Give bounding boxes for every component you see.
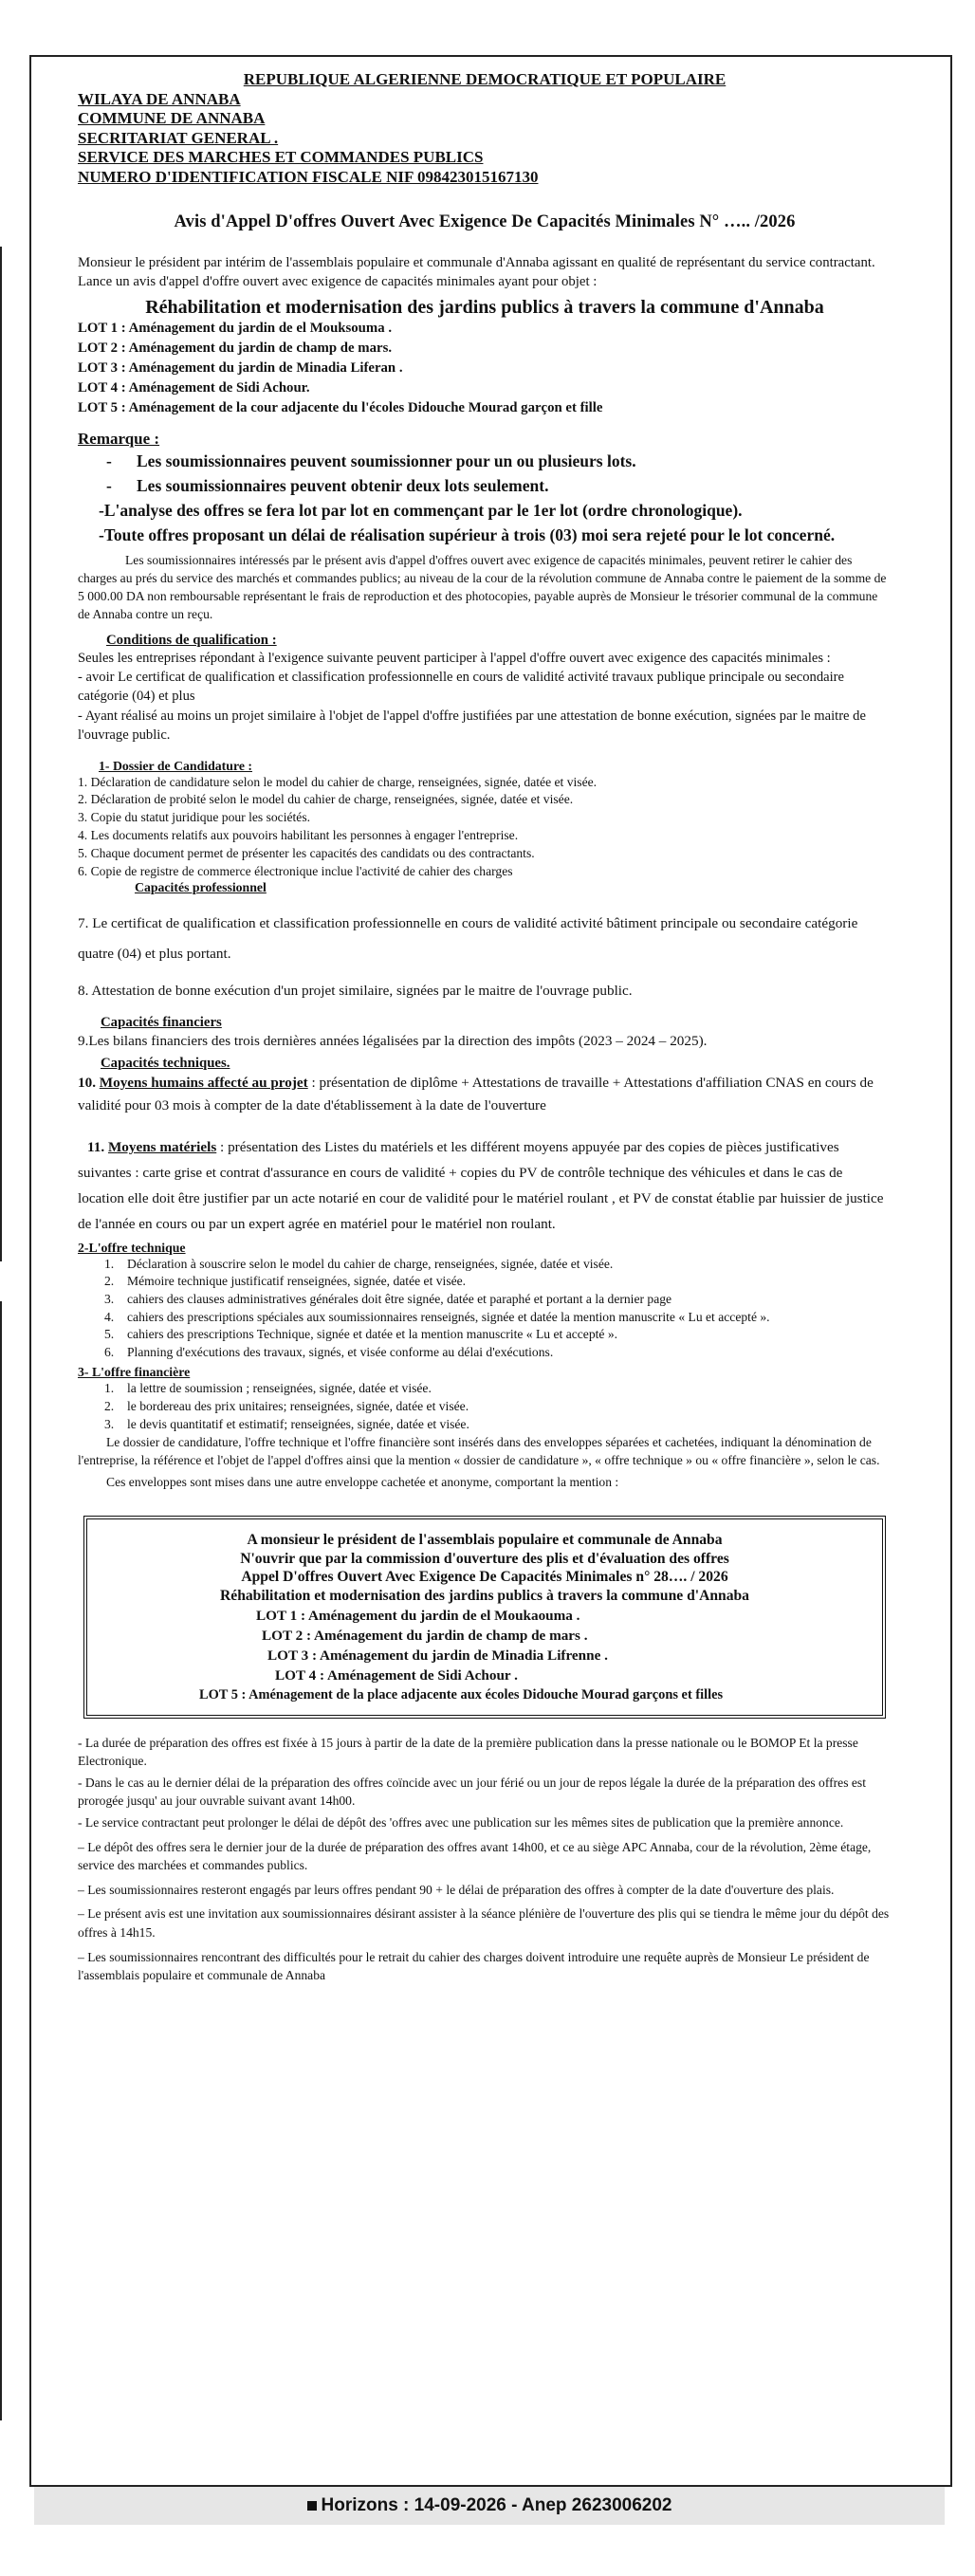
- final-note: – Le dépôt des offres sera le dernier jour de la durée de préparation des offres avant 14h00, et ce au siège APC Annaba, cour de la révolution, 2ème étage, service des marchées et commandes publics.: [78, 1839, 872, 1873]
- capacites-fin-item9: 9.Les bilans financiers des trois dernières années légalisées par la direction des impôts (2023 – 2024 – 2025).: [78, 1032, 708, 1049]
- envelope-note: Le dossier de candidature, l'offre technique et l'offre financière sont insérés dans des enveloppes séparées et cachetées, indiquant la dénomination de l'entreprise, la référence et l'objet de l'appel d'offres ainsi que la mention « dossier de candidature », « offre technique » ou « offre financière », selon le cas.: [78, 1435, 880, 1468]
- offre-financiere-item: [104, 1398, 892, 1416]
- item-number: 4.: [104, 1309, 115, 1324]
- lot-item: LOT 2 : Aménagement du jardin de champ de mars.: [78, 340, 393, 356]
- remarque-heading: Remarque :: [78, 429, 160, 448]
- item-text: le devis quantitatif et estimatif; renseignées, signée, datée et visée.: [127, 1416, 469, 1431]
- offre-financiere-item: [104, 1380, 892, 1398]
- item10-number: 10.: [78, 1074, 96, 1091]
- box-line: A monsieur le président de l'assemblais populaire et communale de Annaba: [247, 1532, 723, 1549]
- avis-title: Avis d'Appel D'offres Ouvert Avec Exigence De Capacités Minimales N° ….. /2026: [174, 212, 796, 231]
- lot-item: LOT 4 : Aménagement de Sidi Achour.: [78, 379, 310, 396]
- dossier-item: 4. Les documents relatifs aux pouvoirs habilitant les personnes à engager l'entreprise.: [78, 827, 519, 842]
- dossier-heading: 1- Dossier de Candidature :: [99, 758, 252, 773]
- offre-financiere-heading: 3- L'offre financière: [78, 1365, 191, 1380]
- conditions-item: - Ayant réalisé au moins un projet similaire à l'objet de l'appel d'offre justifiées par une attestation de bonne exécution, signées par le maitre de l'ouvrage public.: [78, 708, 866, 744]
- capacites-pro-item7: 7. Le certificat de qualification et classification professionnelle en cours de validité activité bâtiment principale ou secondaire catégorie quatre (04) et plus portant.: [78, 915, 858, 963]
- retrait-paragraph: Les soumissionnaires intéressés par le présent avis d'appel d'offres ouvert avec exigence de capacités minimales, peuvent retirer le cahier des charges au prés du service des marchés et commandes publics; au niveau de la cour de la révolution commune de Annaba contre le paiement de la somme de 5 000.00 DA non remboursable représentant le frais de reproduction et des photocopies, payable auprès de Monsieur le trésorier communal de la commune de Annaba contre un reçu.: [78, 552, 887, 621]
- item-text: cahiers des prescriptions Technique, signée et datée et la mention manuscrite « Lu et accepté ».: [127, 1327, 618, 1342]
- item-number: 6.: [104, 1344, 115, 1359]
- remarque-text: Les soumissionnaires peuvent soumissionner pour un ou plusieurs lots.: [137, 451, 636, 470]
- offre-financiere-item: [104, 1416, 892, 1434]
- item-number: 1.: [104, 1381, 115, 1396]
- envelope-mention-box: [83, 1516, 886, 1718]
- capacites-tech-heading: Capacités techniques.: [101, 1055, 230, 1071]
- conditions-item: - avoir Le certificat de qualification et classification professionnelle en cours de validité activité travaux publique principale ou secondaire catégorie (04) et plus: [78, 669, 845, 705]
- offre-technique-item: [104, 1291, 892, 1309]
- header-nif: NUMERO D'IDENTIFICATION FISCALE NIF 098423015167130: [78, 167, 539, 186]
- item-number: 2.: [104, 1399, 115, 1414]
- item-text: Planning d'exécutions des travaux, signés, et visée conforme au délai d'exécutions.: [127, 1344, 554, 1359]
- remarque-item: -L'analyse des offres se fera lot par lot en commençant par le 1er lot (ordre chronologique).: [99, 500, 743, 520]
- square-bullet-icon: [307, 2501, 317, 2511]
- box-lot: LOT 1 : Aménagement du jardin de el Moukaouma .: [256, 1607, 580, 1624]
- item-text: le bordereau des prix unitaires; renseignées, signée, datée et visée.: [127, 1399, 469, 1414]
- header-republic: REPUBLIQUE ALGERIENNE DEMOCRATIQUE ET POPULAIRE: [243, 70, 727, 88]
- offre-technique-heading: 2-L'offre technique: [78, 1240, 186, 1255]
- final-notes: [78, 1734, 892, 1985]
- item-text: la lettre de soumission ; renseignées, signée, datée et visée.: [127, 1381, 432, 1396]
- intro-paragraph: Monsieur le président par intérim de l'assemblais populaire et communale d'Annaba agissant en qualité de représentant du service contractant. Lance un avis d'appel d'offre ouvert avec exigence de capacités minimales ayant pour objet :: [78, 254, 875, 289]
- lots-list: [78, 319, 892, 418]
- item-number: 3.: [104, 1416, 115, 1431]
- dossier-item: 1. Déclaration de candidature selon le model du cahier de charge, renseignées, signée, datée et visée.: [78, 774, 598, 789]
- lot-item: LOT 1 : Aménagement du jardin de el Mouksouma .: [78, 320, 393, 336]
- capacites-pro-item8: 8. Attestation de bonne exécution d'un projet similaire, signées par le maitre de l'ouvrage public.: [78, 983, 633, 1000]
- offre-technique-item: [104, 1326, 892, 1344]
- dossier-item: 6. Copie de registre de commerce électronique inclue l'activité de cahier des charges: [78, 863, 513, 878]
- remarque-dash: -: [106, 451, 112, 470]
- dossier-item: 3. Copie du statut juridique pour les sociétés.: [78, 810, 311, 825]
- dossier-list: [78, 774, 892, 881]
- item11-number: 11.: [87, 1138, 105, 1155]
- offre-technique-item: [104, 1256, 892, 1274]
- footer-text: Horizons : 14-09-2026 - Anep 2623006202: [321, 2495, 672, 2515]
- conditions-heading: Conditions de qualification :: [106, 632, 277, 648]
- final-note: – Les soumissionnaires rencontrant des difficultés pour le retrait du cahier des charges doivent introduire une requête auprès de Monsieur Le président de l'assemblais populaire et communale de Annaba: [78, 1949, 870, 1983]
- capacites-pro-heading: Capacités professionnel: [135, 880, 267, 895]
- box-lot: LOT 3 : Aménagement du jardin de Minadia Lifrenne .: [267, 1647, 608, 1664]
- dossier-item: 2. Déclaration de probité selon le model du cahier de charge, renseignées, signée, datée et visée.: [78, 792, 574, 807]
- conditions-intro: Seules les entreprises répondant à l'exigence suivante peuvent participer à l'appel d'offre ouvert avec exigence des capacités minimales :: [78, 650, 831, 666]
- item-text: cahiers des clauses administratives générales doit être signée, datée et paraphé et portant a la dernier page: [127, 1292, 672, 1307]
- item11-heading: Moyens matériels: [107, 1138, 217, 1155]
- publication-footer: [34, 2487, 945, 2525]
- remarque-item: [78, 473, 892, 498]
- box-lot: LOT 5 : Aménagement de la place adjacente aux écoles Didouche Mourad garçons et filles: [199, 1686, 724, 1702]
- capacites-fin-heading: Capacités financiers: [101, 1014, 222, 1030]
- header-service: SERVICE DES MARCHES ET COMMANDES PUBLICS: [78, 148, 484, 167]
- header-commune: COMMUNE DE ANNABA: [78, 109, 266, 128]
- offre-technique-item: [104, 1309, 892, 1327]
- remarque-item: [78, 449, 892, 473]
- final-note: - Le service contractant peut prolonger le délai de dépôt des 'offres avec une publication sur les mêmes sites de publication que la première annonce.: [78, 1814, 844, 1830]
- item11-text: : présentation des Listes du matériels et les différent moyens appuyée par des copies de pièces justificatives suivantes : carte grise et contrat d'assurance en cours de validité + copies du PV de contrôle technique des véhicules et dans le cas de location elle doit être justifier par un acte notarié en cour de validité pour le matériel roulant , et PV de constat établie par huissier de justice de l'année en cours ou par un expert agrée en matériel pour le matériel non roulant.: [78, 1138, 884, 1232]
- final-note: – Le présent avis est une invitation aux soumissionnaires désirant assister à la séance plénière de l'ouverture des plis qui se tiendra le même jour du dépôt des offres à 14h15.: [78, 1906, 890, 1940]
- item-number: 3.: [104, 1292, 115, 1307]
- lot-item: LOT 5 : Aménagement de la cour adjacente du l'écoles Didouche Mourad garçon et fille: [78, 399, 603, 415]
- box-lot: LOT 4 : Aménagement de Sidi Achour .: [275, 1666, 518, 1684]
- box-line: Réhabilitation et modernisation des jardins publics à travers la commune d'Annaba: [220, 1588, 749, 1604]
- capacites-tech-item11: [78, 1134, 892, 1237]
- offre-technique-item: [104, 1273, 892, 1291]
- remarque-dash: -: [106, 475, 112, 495]
- offre-technique-list: [78, 1256, 892, 1362]
- item10-heading: Moyens humains affecté au projet: [99, 1074, 308, 1091]
- left-margin-rule: [0, 247, 6, 1261]
- envelope-note: Ces enveloppes sont mises dans une autre enveloppe cachetée et anonyme, comportant la mention :: [106, 1475, 619, 1490]
- final-note: - Dans le cas au le dernier délai de la préparation des offres coïncide avec un jour férié ou un jour de repos légale la durée de la préparation des offres est prorogée jusqu' au jour ouvrable suivant avant 14h00.: [78, 1775, 866, 1809]
- header-wilaya: WILAYA DE ANNABA: [78, 89, 241, 108]
- item-text: Mémoire technique justificatif renseignées, signée, datée et visée.: [127, 1274, 467, 1289]
- item-text: cahiers des prescriptions spéciales aux soumissionnaires renseignés, signée et datée la mention manuscrite « Lu et accepté ».: [127, 1309, 770, 1324]
- item10-text: : présentation de diplôme + Attestations de travaille + Attestations d'affiliation CNAS en cours de validité pour 03 mois à compter de la date d'établissement à la date de l'ouverture: [78, 1074, 874, 1113]
- offre-financiere-list: [78, 1380, 892, 1433]
- box-line: N'ouvrir que par la commission d'ouverture des plis et d'évaluation des offres: [240, 1550, 729, 1567]
- item-number: 1.: [104, 1256, 115, 1271]
- lot-item: LOT 3 : Aménagement du jardin de Minadia Liferan .: [78, 359, 403, 376]
- left-margin-rule: [0, 1301, 6, 2420]
- item-number: 5.: [104, 1327, 115, 1342]
- dossier-item: 5. Chaque document permet de présenter les capacités des candidats ou des contractants.: [78, 845, 535, 860]
- notice-content: [78, 70, 892, 1985]
- capacites-tech-item10: [78, 1072, 892, 1117]
- final-note: - La durée de préparation des offres est fixée à 15 jours à partir de la date de la première publication dans la presse nationale ou le BOMOP Et la presse Electronique.: [78, 1735, 858, 1769]
- box-line: Appel D'offres Ouvert Avec Exigence De Capacités Minimales n° 28…. / 2026: [241, 1569, 728, 1586]
- remarque-text: Les soumissionnaires peuvent obtenir deux lots seulement.: [137, 475, 549, 495]
- item-number: 2.: [104, 1274, 115, 1289]
- offre-technique-item: [104, 1344, 892, 1362]
- remarque-item: -Toute offres proposant un délai de réalisation supérieur à trois (03) moi sera rejeté pour le lot concerné.: [99, 524, 836, 544]
- box-lot: LOT 2 : Aménagement du jardin de champ de mars .: [262, 1627, 588, 1644]
- item-text: Déclaration à souscrire selon le model du cahier de charge, renseignées, signée, datée et visée.: [127, 1256, 614, 1271]
- header-secretariat: SECRITARIAT GENERAL .: [78, 128, 279, 147]
- final-note: – Les soumissionnaires resteront engagés par leurs offres pendant 90 + le délai de préparation des offres à compter de la date d'ouverture des plais.: [78, 1882, 835, 1897]
- project-title: Réhabilitation et modernisation des jardins publics à travers la commune d'Annaba: [145, 296, 824, 318]
